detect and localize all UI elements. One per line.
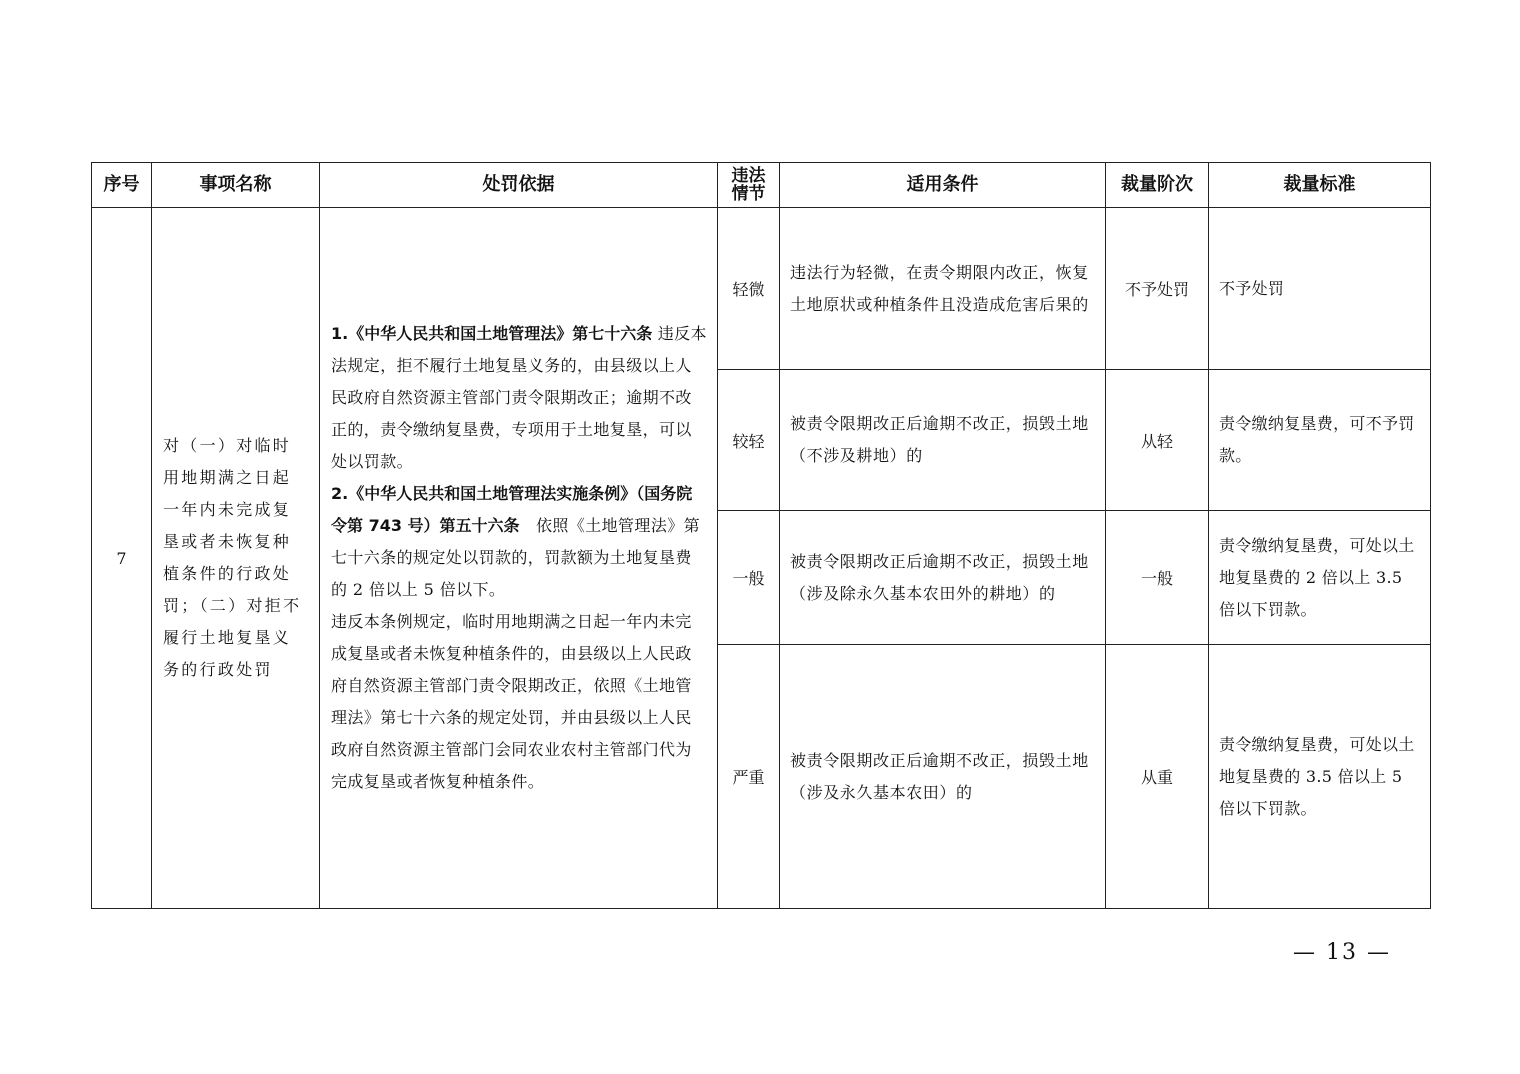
level-cell: 一般 [718, 511, 780, 645]
basis-law1-title: 1.《中华人民共和国土地管理法》第七十六条 [331, 324, 653, 343]
basis-law1 [331, 318, 707, 478]
level-cell: 严重 [718, 645, 780, 909]
standard-cell: 责令缴纳复垦费，可处以土地复垦费的 3.5 倍以上 5 倍以下罚款。 [1209, 645, 1431, 909]
level-cell: 轻微 [718, 208, 780, 370]
tier-cell: 从轻 [1106, 370, 1209, 511]
page-number: — 13 — [1293, 940, 1391, 965]
condition-cell: 被责令限期改正后逾期不改正，损毁土地（不涉及耕地）的 [780, 370, 1106, 511]
condition-cell: 被责令限期改正后逾期不改正，损毁土地（涉及除永久基本农田外的耕地）的 [780, 511, 1106, 645]
standard-cell: 不予处罚 [1209, 208, 1431, 370]
header-name: 事项名称 [152, 163, 320, 208]
header-circumstance-line1: 违法 [731, 166, 766, 186]
basis-law2-text: 依照《土地管理法》第七十六条的规定处以罚款的，罚款额为土地复垦费的 2 倍以上 5 倍以下。 [331, 516, 701, 599]
standard-cell: 责令缴纳复垦费，可处以土地复垦费的 2 倍以上 3.5 倍以下罚款。 [1209, 511, 1431, 645]
item-name: 对（一）对临时用地期满之日起一年内未完成复垦或者未恢复种植条件的行政处罚；（二）对拒不履行土地复垦义务的行政处罚 [152, 208, 320, 909]
header-circumstance [718, 163, 780, 208]
tier-cell: 一般 [1106, 511, 1209, 645]
table-row [92, 208, 1431, 370]
condition-cell: 被责令限期改正后逾期不改正，损毁土地（涉及永久基本农田）的 [780, 645, 1106, 909]
discretion-table [91, 162, 1431, 909]
basis-law2-title: 2.《中华人民共和国土地管理法实施条例》（国务院令第 743 号）第五十六条 [331, 484, 693, 535]
standard-cell: 责令缴纳复垦费，可不予罚款。 [1209, 370, 1431, 511]
tier-cell: 从重 [1106, 645, 1209, 909]
header-basis: 处罚依据 [320, 163, 718, 208]
basis-law1-text: 违反本法规定，拒不履行土地复垦义务的，由县级以上人民政府自然资源主管部门责令限期改正；逾期不改正的，责令缴纳复垦费，专项用于土地复垦，可以处以罚款。 [331, 324, 707, 471]
level-cell: 较轻 [718, 370, 780, 511]
basis-law2-text2: 违反本条例规定，临时用地期满之日起一年内未完成复垦或者未恢复种植条件的，由县级以上人民政府自然资源主管部门责令限期改正，依照《土地管理法》第七十六条的规定处罚，并由县级以上人民政府自然资源主管部门会同农业农村主管部门代为完成复垦或者恢复种植条件。 [331, 612, 692, 791]
header-circumstance-line2: 情节 [731, 184, 766, 204]
header-tier: 裁量阶次 [1106, 163, 1209, 208]
item-seq: 7 [92, 208, 152, 909]
condition-cell: 违法行为轻微，在责令期限内改正，恢复土地原状或种植条件且没造成危害后果的 [780, 208, 1106, 370]
basis-law2 [331, 478, 707, 606]
tier-cell: 不予处罚 [1106, 208, 1209, 370]
header-condition: 适用条件 [780, 163, 1106, 208]
item-basis [320, 208, 718, 909]
header-seq: 序号 [92, 163, 152, 208]
header-standard: 裁量标准 [1209, 163, 1431, 208]
header-row [92, 163, 1431, 208]
